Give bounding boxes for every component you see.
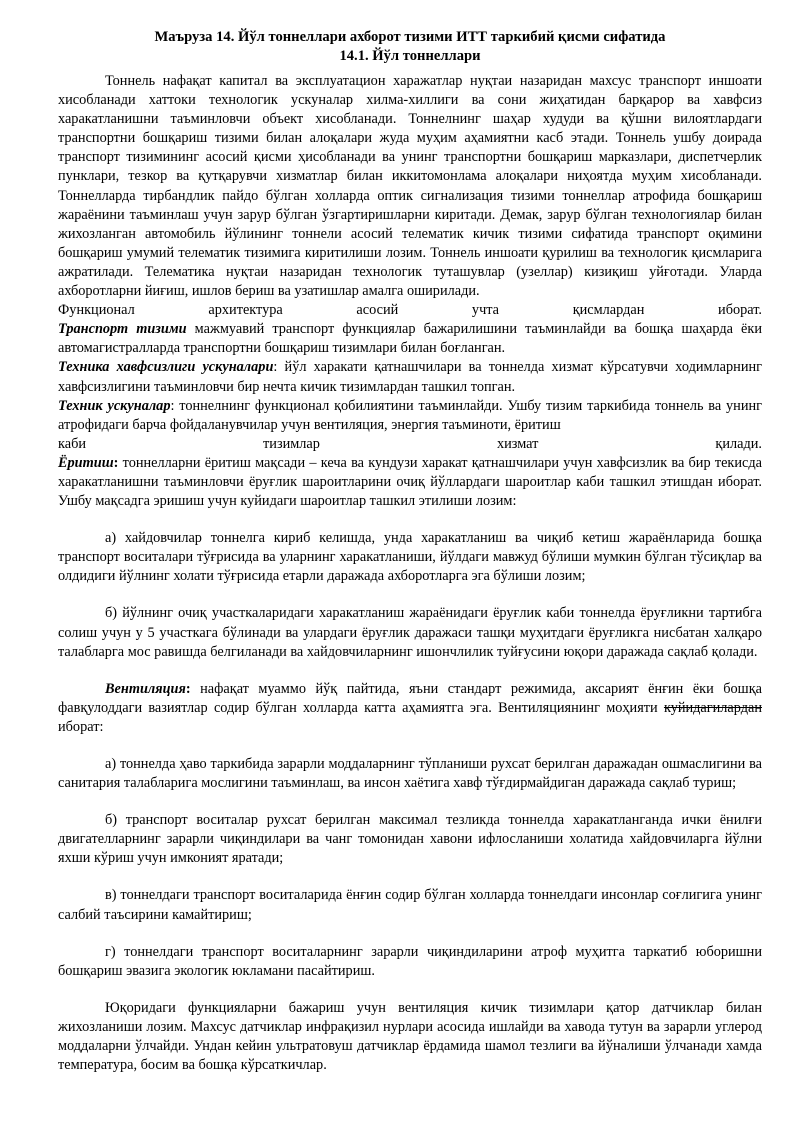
intro-paragraph bbox=[58, 72, 762, 301]
lighting-paragraph bbox=[58, 454, 762, 511]
transport-term: Транспорт тизими bbox=[58, 321, 187, 338]
ventilation-struck-word: куйидагилардан bbox=[663, 699, 762, 716]
ventilation-text: нафақат муаммо йўқ пайтида, яъни стандарт режимида, аксарият ёнғин ёки бошқа фавқулоддаги вазиятлар содир бўлган холларда катта аҳамиятга эга. Вентиляциянинг моҳияти bbox=[58, 680, 762, 716]
tail-word: қилади. bbox=[715, 435, 762, 452]
lighting-item-b: б) йўлнинг очиқ участкаларидаги харакатланиш жараёнидаги ёруғлик каби тоннелда ёруғликни тартибга солиш учун у 5 участкага бўлинади ва улардаги ёруғлик даражаси ташқи муҳитдаги ёруғликга нисбатан халқаро талабларга мос равишда белгиланади ва хайдовчиларнинг ишончлилик туйғусини юқори даражада сақлаб қолади. bbox=[58, 605, 762, 660]
technical-paragraph bbox=[58, 397, 762, 435]
section-title: 14.1. Йўл тоннеллари bbox=[339, 48, 481, 64]
lighting-text: тоннелларни ёритиш мақсади – кеча ва кундузи харакат қатнашчилари учун хавфсизлик ва бир текисда харакатланишни таъминловчи ёруғлик шароитларини очиқ йўллардаги шароитлар каби ташкил этишдан иборат. Ушбу мақсадга эришиш учун куйидаги шароитлар ташкил этилиши лозим: bbox=[58, 454, 762, 510]
tail-word: тизимлар bbox=[263, 435, 320, 452]
technical-tail-line bbox=[58, 435, 762, 454]
tail-word: архитектура bbox=[208, 302, 283, 319]
tail-word: учта bbox=[471, 302, 500, 319]
ventilation-term: Вентиляция bbox=[105, 680, 186, 697]
safety-paragraph bbox=[58, 358, 762, 396]
tail-word: каби bbox=[58, 435, 87, 452]
closing-paragraph: Юқоридаги функцияларни бажариш учун вентиляция кичик тизимлари қатор датчиклар билан жихозланиши лозим. Махсус датчиклар инфрақизил нурлари асосида ишлайди ва хавода тутун ва зарарли углерод моддаларни ўлчайди. Ундан кейин ультратовуш датчиклар ёрдамида шамол тезлиги ва йўналиши ўлчанади хамда температура, босим ва бошқа кўрсаткичлар. bbox=[58, 999, 762, 1074]
ventilation-text-end: иборат: bbox=[58, 718, 104, 735]
tail-word: қисмлардан bbox=[572, 302, 645, 319]
transport-paragraph bbox=[58, 320, 762, 358]
tail-word: хизмат bbox=[496, 435, 539, 452]
tail-word: иборат. bbox=[718, 302, 762, 319]
tail-word: асосий bbox=[356, 302, 399, 319]
ventilation-paragraph bbox=[58, 680, 762, 737]
ventilation-item-g: г) тоннелдаги транспорт воситаларнинг зарарли чиқиндиларини атроф муҳитга таркатиб юборишни бошқариш эвазига экологик юкламани пасайтириш. bbox=[58, 943, 762, 979]
ventilation-item-a: а) тоннелда ҳаво таркибида зарарли моддаларнинг тўпланиши рухсат берилган даражадан ошмаслигини ва санитария талабларига мослигини таъминлаш, ва инсон хаётига хавф тўғдирмайдиган даражада сақлаб туриш; bbox=[58, 756, 762, 792]
lighting-colon: : bbox=[113, 454, 119, 471]
technical-text: : тоннелнинг функционал қобилиятини таъминлайди. Ушбу тизим таркибида тоннель ва унинг атрофидаги барча фойдаланувчилар учун вентиляция, энергия таъминоти, ёритиш bbox=[58, 397, 763, 433]
lighting-item-a: а) хайдовчилар тоннелга кириб келишда, унда харакатланиш ва чиқиб кетиш жараёнларида бошқа транспорт воситалари тўғрисида ва уларнинг харакатланиши, йўлдаги мавжуд бўлиши мумкин бўлган тўсиқлар ва олдидиги йўлнинг холати тўғрисида етарли даражада ахборотларга эга бўлиши лозим; bbox=[58, 530, 762, 585]
intro-text: Тоннель нафақат капитал ва эксплуатацион харажатлар нуқтаи назаридан махсус транспорт иншоати хисобланади хаттоки технологик ускуналар хилма-хиллиги ва сони жиҳатидан барқарор ва хавфсиз харакатланишни таъминловчи объект хисобланади. Тоннелнинг шаҳар худуди ва қўшни вилоятлардаги транспортни бошқариш тизими билан алоқалари жуда муҳим аҳамиятни касб этади. Тоннель ушбу доирада транспорт тизимининг асосий қисми ҳисобланади ва унинг транспортни бошқариш марказлари, диспетчерлик пунклари, тезкор ва қутқарувчи хизматлар билан иккитомонлама алоқалари ниҳоятда муҳим хисобланади. Тоннелларда тирбандлик пайдо бўлган холларда оптик сигнализация тизими тоннеллар атрофида бошқариш жараёнини таъминлаш учун зарур бўлган ўзгартиришларни киритади. Демак, зарур бўлган технологиялар билан жихозланган автомобиль йўлининг тоннели асосий телематик кичик тизими сифатида транспорт оқимини бошқариш умумий телематик тизимига киритилиши лозим. Тоннель иншоати қурилиш ва технологик қисмларига ажратилади. Телематика нуқтаи назаридан технологик туташувлар (узеллар) кизиқиш уйғотади. Уларда ахборотларни йиғиш, ишлов бериш ва узатишлар амалга оширилади. bbox=[58, 73, 762, 300]
ventilation-item-b: б) транспорт воситалар рухсат берилган максимал тезликда тоннелда харакатланганда ички ёнилғи двигателларнинг зарарли чиқиндилари ва чанг томонидан хавони ифлосланиши холатида хайдовчиларга йўлни яхши кўриш учун имконият яратади; bbox=[58, 812, 762, 867]
tail-word: Функционал bbox=[58, 302, 135, 319]
transport-text: мажмуавий транспорт функциялар бажарилишини таъминлайди ва бошқа шаҳарда ёки автомагистралларда транспортни бошқариш тизимлари билан боғланган. bbox=[58, 321, 762, 357]
intro-tail-line bbox=[58, 301, 762, 320]
ventilation-colon: : bbox=[185, 680, 191, 697]
safety-term: Техника хавфсизлиги ускуналари bbox=[58, 359, 274, 376]
ventilation-item-v: в) тоннелдаги транспорт воситаларида ёнғин содир бўлган холларда тоннелдаги инсонлар соғлигига унинг салбий таъсирини камайтириш; bbox=[58, 887, 762, 923]
lighting-term: Ёритиш bbox=[58, 454, 114, 471]
technical-term: Техник ускуналар bbox=[58, 397, 171, 414]
lecture-title bbox=[58, 28, 762, 66]
lecture-title-line1: Маъруза 14. Йўл тоннеллари ахборот тизими ИТТ таркибий қисми сифатида bbox=[154, 29, 666, 45]
safety-text: : йўл харакати қатнашчилари ва тоннелда хизмат кўрсатувчи ходимларнинг хавфсизлигини таъминловчи бир нечта кичик тизимлардан ташкил топган. bbox=[58, 359, 762, 395]
